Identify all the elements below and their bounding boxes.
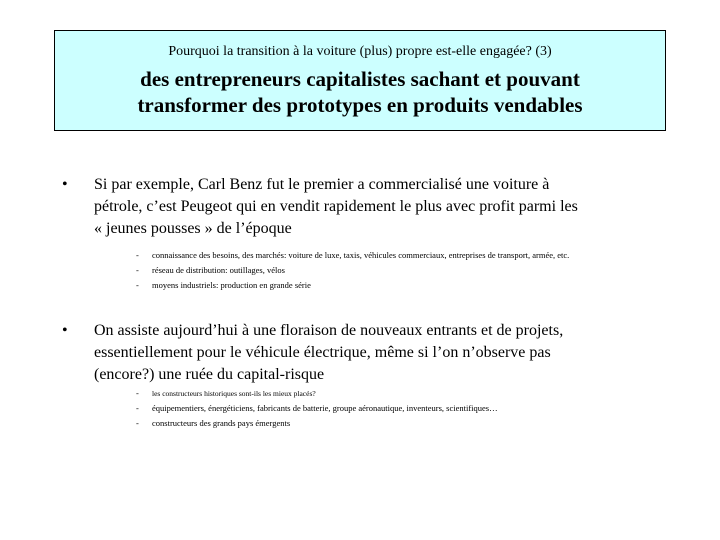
bullet-text xyxy=(94,174,654,240)
sub-bullet-list xyxy=(136,386,666,431)
sub-bullet-dash: - xyxy=(136,280,139,290)
sub-bullet-text: réseau de distribution: outillages, vélos xyxy=(152,265,285,275)
sub-bullet-item xyxy=(136,263,666,278)
sub-bullet-item xyxy=(136,248,666,263)
bullet-text-line: « jeunes pousses » de l’époque xyxy=(94,220,292,237)
sub-bullet-text: les constructeurs historiques sont-ils les mieux placés? xyxy=(152,389,316,398)
slide-title-line: transformer des prototypes en produits vendables xyxy=(137,93,583,117)
bullet-text-line: pétrole, c’est Peugeot qui en vendit rapidement le plus avec profit parmi les xyxy=(94,198,578,215)
sub-bullet-dash: - xyxy=(136,250,139,260)
bullet-marker: • xyxy=(62,322,68,339)
bullet-text-line: essentiellement pour le véhicule électrique, même si l’on n’observe pas xyxy=(94,344,551,361)
sub-bullet-dash: - xyxy=(136,418,139,428)
sub-bullet-dash: - xyxy=(136,403,139,413)
sub-bullet-text: constructeurs des grands pays émergents xyxy=(152,418,291,428)
sub-bullet-dash: - xyxy=(136,265,139,275)
sub-bullet-item xyxy=(136,386,666,401)
bullet-text-line: Si par exemple, Carl Benz fut le premier a commercialisé une voiture à xyxy=(94,176,550,193)
sub-bullet-dash: - xyxy=(136,388,139,398)
sub-bullet-list xyxy=(136,248,666,293)
sub-bullet-text: moyens industriels: production en grande série xyxy=(152,280,311,290)
sub-bullet-item xyxy=(136,278,666,293)
sub-bullet-item xyxy=(136,416,666,431)
sub-bullet-text: équipementiers, énergéticiens, fabricants de batterie, groupe aéronautique, inventeurs, scientifiques… xyxy=(152,403,498,413)
sub-bullet-item xyxy=(136,401,666,416)
bullet-text-line: On assiste aujourd’hui à une floraison de nouveaux entrants et de projets, xyxy=(94,322,564,339)
slide-kicker: Pourquoi la transition à la voiture (plus) propre est-elle engagée? (3) xyxy=(168,44,552,59)
bullet-text xyxy=(94,320,654,386)
bullet-text-line: (encore?) une ruée du capital-risque xyxy=(94,366,325,383)
slide-title-line: des entrepreneurs capitalistes sachant et pouvant xyxy=(140,67,580,91)
slide-title-box xyxy=(54,30,666,131)
sub-bullet-text: connaissance des besoins, des marchés: voiture de luxe, taxis, véhicules commerciaux, entreprises de transport, armée, etc. xyxy=(152,250,570,260)
slide-title xyxy=(55,66,665,118)
bullet-marker: • xyxy=(62,176,68,193)
